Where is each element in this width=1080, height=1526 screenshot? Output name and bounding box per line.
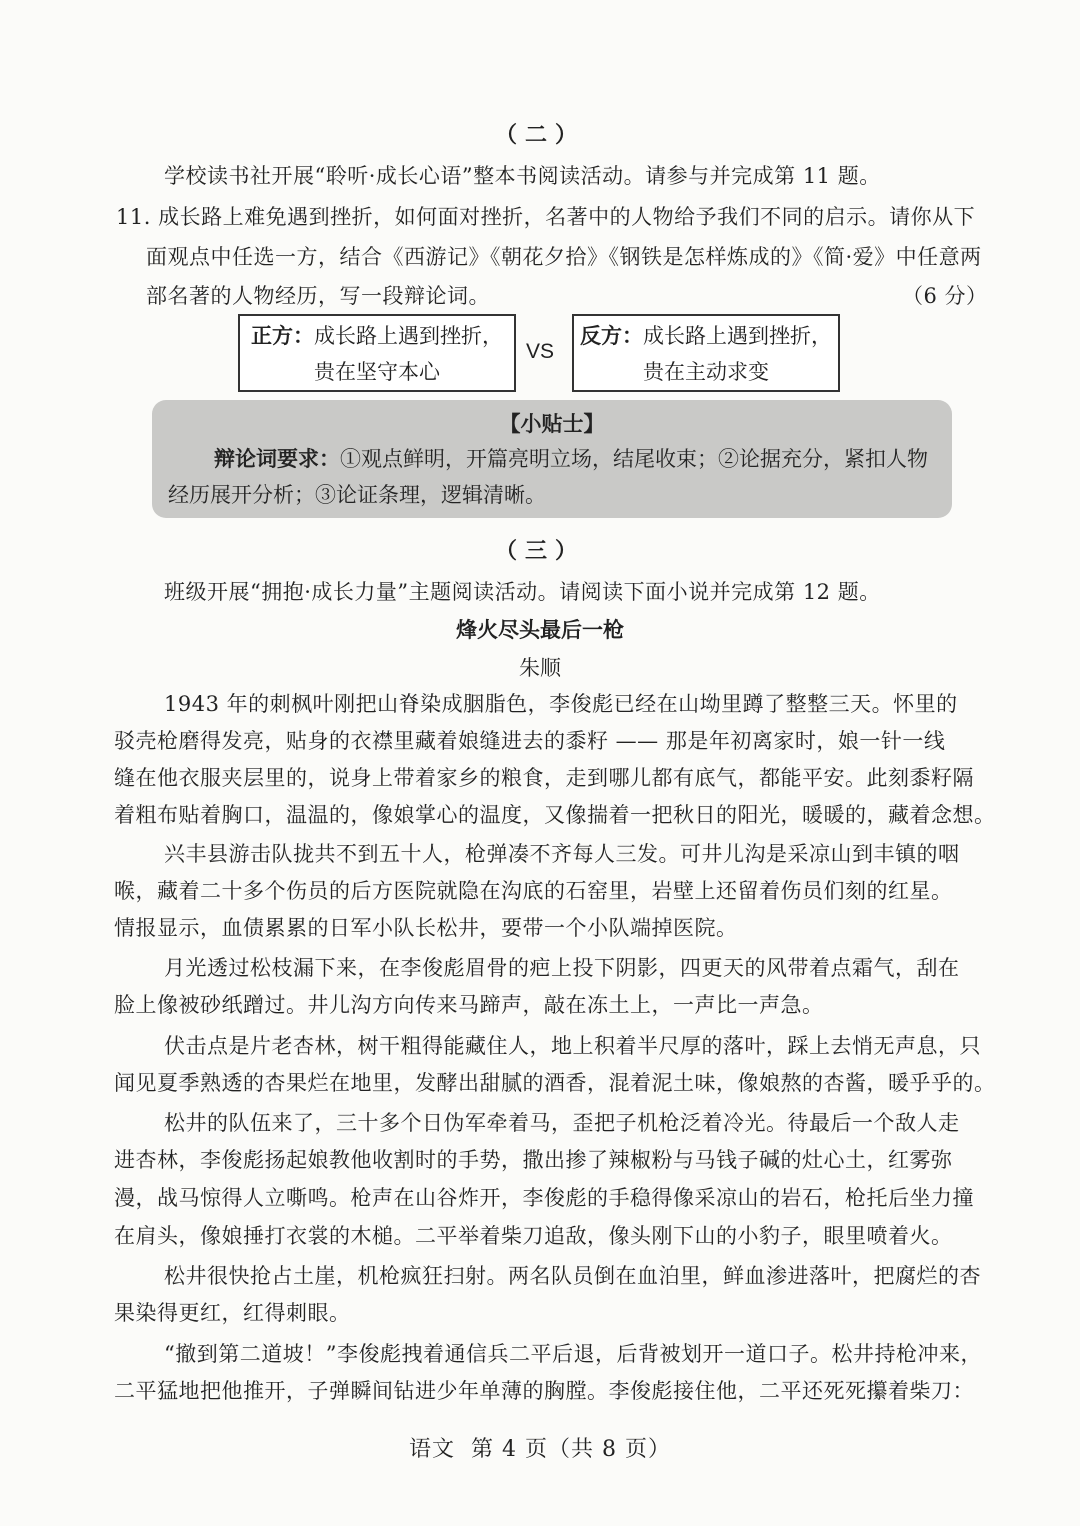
page-footer: 语文 第 4 页（共 8 页） (409, 1437, 671, 1462)
pro-label: 正方： (251, 323, 314, 348)
story-title: 烽火尽头最后一枪 (456, 617, 624, 642)
story-line: 着粗布贴着胸口，温温的，像娘掌心的温度，又像揣着一把秋日的阳光，暖暖的，藏着念想。 (114, 803, 996, 827)
pro-line-1: 成长路上遇到挫折， (314, 324, 503, 348)
tips-requirement-label: 辩论词要求： (214, 446, 340, 471)
tips-requirement-text: ①观点鲜明，开篇亮明立场，结尾收束；②论据充分，紧扣人物 (340, 447, 928, 471)
story-line: 脸上像被砂纸蹭过。井儿沟方向传来马蹄声，敲在冻土上，一声比一声急。 (114, 993, 824, 1017)
story-line: 果染得更红，红得刺眼。 (114, 1301, 351, 1325)
story-line: 松井的队伍来了，三十多个日伪军牵着马，歪把子机枪泛着冷光。待最后一个敌人走 (164, 1111, 960, 1135)
section-3-title: （三） (494, 538, 585, 564)
story-line: 兴丰县游击队拢共不到五十人，枪弹凑不齐每人三发。可井儿沟是采凉山到丰镇的咽 (164, 842, 960, 866)
story-line: 漫，战马惊得人立嘶鸣。枪声在山谷炸开，李俊彪的手稳得像采凉山的岩石，枪托后坐力撞 (114, 1186, 974, 1210)
con-line-1: 成长路上遇到挫折， (643, 324, 832, 348)
question-11-line-1: 11. 成长路上难免遇到挫折，如何面对挫折，名著中的人物给予我们不同的启示。请你从下 (116, 205, 976, 229)
con-label: 反方： (580, 323, 643, 348)
story-line: “撤到第二道坡！”李俊彪拽着通信兵二平后退，后背被划开一道口子。松井持枪冲来， (164, 1342, 982, 1366)
pro-line-2: 贵在坚守本心 (314, 360, 440, 384)
tips-line-1 (214, 442, 928, 476)
story-line: 1943 年的刺枫叶刚把山脊染成胭脂色，李俊彪已经在山坳里蹲了整整三天。怀里的 (164, 692, 958, 716)
section-2-title: （二） (494, 122, 585, 148)
question-11-line-3: 部名著的人物经历，写一段辩论词。 (146, 284, 490, 308)
story-line: 进杏林，李俊彪扬起娘教他收割时的手势，撒出掺了辣椒粉与马钱子碱的灶心土，红雾弥 (114, 1148, 953, 1172)
story-line: 松井很快抢占土崖，机枪疯狂扫射。两名队员倒在血泊里，鲜血渗进落叶，把腐烂的杏 (164, 1264, 981, 1288)
tips-line-2: 经历展开分析；③论证条理，逻辑清晰。 (168, 483, 546, 507)
story-line: 月光透过松枝漏下来，在李俊彪眉骨的疤上投下阴影，四更天的风带着点霜气，刮在 (164, 956, 960, 980)
story-line: 闻见夏季熟透的杏果烂在地里，发酵出甜腻的酒香，混着泥土味，像娘熬的杏酱，暖乎乎的。 (114, 1071, 996, 1095)
story-line: 二平猛地把他推开，子弹瞬间钻进少年单薄的胸膛。李俊彪接住他，二平还死死攥着柴刀： (114, 1379, 974, 1403)
tips-box (152, 400, 952, 518)
con-line-2: 贵在主动求变 (643, 360, 769, 384)
con-stance-box (572, 314, 840, 392)
section-3-intro: 班级开展“拥抱·成长力量”主题阅读活动。请阅读下面小说并完成第 12 题。 (164, 580, 881, 604)
vs-label: VS (526, 340, 555, 363)
story-line: 喉，藏着二十多个伤员的后方医院就隐在沟底的石窑里，岩壁上还留着伤员们刻的红星。 (114, 879, 953, 903)
question-11-score: （6 分） (902, 284, 988, 308)
question-11-line-2: 面观点中任选一方，结合《西游记》《朝花夕拾》《钢铁是怎样炼成的》《简·爱》中任意两 (146, 245, 982, 269)
story-line: 情报显示，血债累累的日军小队长松井，要带一个小队端掉医院。 (114, 916, 738, 940)
pro-stance-box (238, 314, 516, 392)
story-line: 在肩头，像娘捶打衣裳的木槌。二平举着柴刀追敌，像头刚下山的小豹子，眼里喷着火。 (114, 1224, 953, 1248)
section-2-intro: 学校读书社开展“聆听·成长心语”整本书阅读活动。请参与并完成第 11 题。 (164, 164, 881, 188)
tips-title: 【小贴士】 (499, 411, 605, 436)
story-author: 朱顺 (519, 656, 561, 680)
story-line: 驳壳枪磨得发亮，贴身的衣襟里藏着娘缝进去的黍籽 —— 那是年初离家时，娘一针一线 (114, 729, 946, 753)
story-line: 伏击点是片老杏林，树干粗得能藏住人，地上积着半尺厚的落叶，踩上去悄无声息，只 (164, 1034, 981, 1058)
story-line: 缝在他衣服夹层里的，说身上带着家乡的粮食，走到哪儿都有底气，都能平安。此刻黍籽隔 (114, 766, 974, 790)
